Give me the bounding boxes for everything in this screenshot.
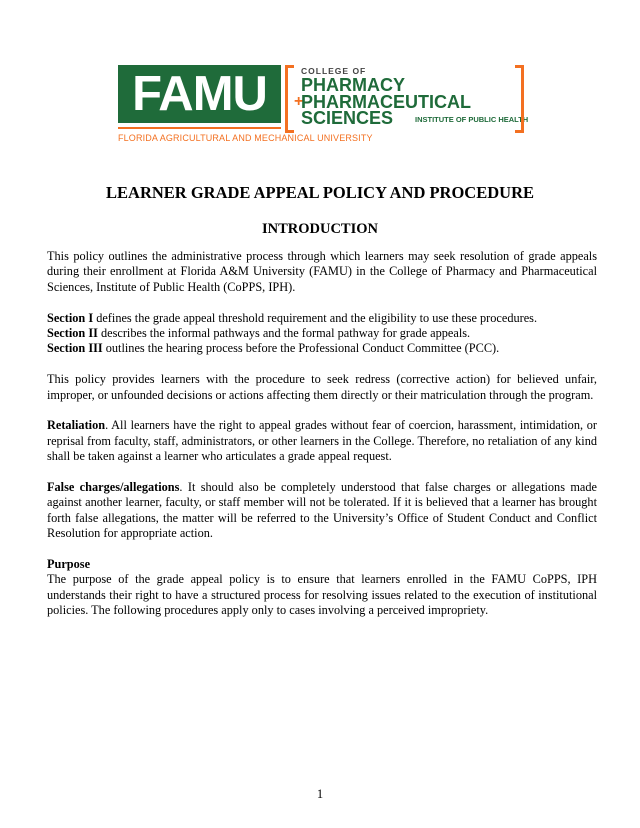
pharmacy-label: PHARMACY (301, 75, 406, 95)
false-charges-label: False charges/allegations (47, 480, 180, 495)
famu-wordmark: FAMU (118, 65, 281, 123)
section-i-line (47, 311, 597, 326)
sciences-label: SCIENCES (301, 108, 394, 128)
famu-copps-logo (118, 63, 528, 147)
intro-paragraph: This policy outlines the administrative process through which learners may seek resolution of grade appeals during their enrollment at Florida A&M University (FAMU) in the College of Pharmacy and Pharmaceutical Sciences, Institute of Public Health (CoPPS, IPH). (47, 249, 597, 294)
retaliation-label: Retaliation (47, 418, 106, 433)
section-heading: INTRODUCTION (261, 221, 378, 237)
purpose-label: Purpose (47, 557, 91, 572)
document-title: LEARNER GRADE APPEAL POLICY AND PROCEDURE (106, 183, 534, 202)
university-name: FLORIDA AGRICULTURAL AND MECHANICAL UNIVERSITY (118, 133, 373, 143)
retaliation-paragraph (47, 418, 597, 464)
college-of-label: COLLEGE OF (301, 66, 367, 76)
section-iii-text: outlines the hearing process before the Professional Conduct Committee (PCC). (102, 341, 500, 356)
section-ii-label: Section II (47, 326, 98, 341)
purpose-paragraph: The purpose of the grade appeal policy is to ensure that learners enrolled in the FAMU CoPPS, IPH understands their right to have a structured process for resolving issues related to the execution of institutional policies. The following procedures apply only to cases involving a perceived impropriety. (47, 572, 597, 618)
logo-right-bracket (515, 65, 524, 133)
section-i-label: Section I (47, 310, 94, 325)
plus-glyph: + (294, 93, 304, 110)
purpose-heading (47, 557, 597, 572)
document-body (47, 249, 597, 634)
section-iii-line (47, 341, 597, 356)
section-ii-line (47, 326, 597, 341)
false-charges-paragraph (47, 480, 597, 542)
section-iii-label: Section III (47, 341, 103, 356)
logo-orange-rule (118, 127, 281, 129)
logo-left-bracket (285, 65, 294, 133)
redress-paragraph: This policy provides learners with the procedure to seek redress (corrective action) for believed unfair, improper, or unfounded decisions or actions affecting them directly or their matriculation through the program. (47, 372, 597, 402)
section-i-text: defines the grade appeal threshold requirement and the eligibility to use these procedures. (93, 310, 538, 325)
retaliation-text: . All learners have the right to appeal grades without fear of coercion, harassment, intimidation, or reprisal from faculty, staff, administrators, or other learners in the College. Therefore, no retaliation of any kind shall be taken against a learner who articulates a grade appeal request. (47, 418, 597, 464)
institute-label: INSTITUTE OF PUBLIC HEALTH (415, 115, 529, 124)
section-ii-text: describes the informal pathways and the formal pathway for grade appeals. (97, 326, 471, 341)
pharmaceutical-label: PHARMACEUTICAL (301, 92, 471, 112)
false-charges-text: . It should also be completely understood that false charges or allegations made against another learner, faculty, or staff member will not be tolerated. If it is believed that a learner has brought forth false allegations, the matter will be referred to the University’s Office of Student Conduct and Conflict Resolution for appropriate action. (47, 480, 597, 541)
page-number: 1 (316, 787, 324, 801)
